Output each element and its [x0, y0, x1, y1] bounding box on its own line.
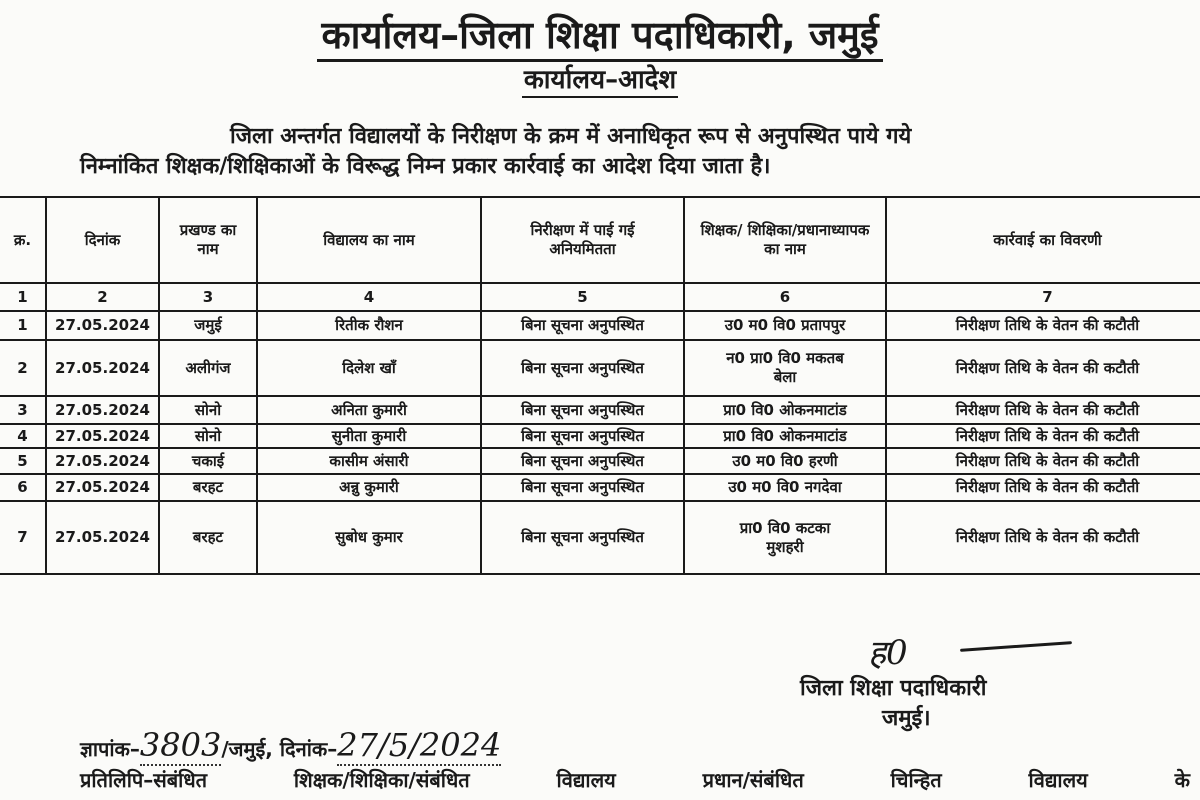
cell-sn: 7	[0, 501, 46, 574]
cell-name: दिलेश खाँ	[257, 340, 481, 396]
table-row	[0, 424, 1200, 448]
copy-word: प्रधान/संबंधित	[702, 768, 804, 792]
cell-irregularity: बिना सूचना अनुपस्थित	[481, 311, 684, 340]
cell-sn: 3	[0, 396, 46, 424]
column-header: दिनांक	[46, 197, 159, 283]
cell-date: 27.05.2024	[46, 424, 159, 448]
signatory-designation: जिला शिक्षा पदाधिकारी	[800, 676, 987, 701]
column-header: प्रखण्ड का नाम	[159, 197, 257, 283]
table-row	[0, 501, 1200, 574]
cell-sn: 1	[0, 311, 46, 340]
cell-date: 27.05.2024	[46, 474, 159, 501]
copy-word: चिन्हित	[890, 768, 942, 792]
column-number: 6	[684, 283, 886, 311]
cell-school: प्रा0 वि0 ओकनमाटांड	[684, 396, 886, 424]
intro-line-2: निम्नांकित शिक्षक/शिक्षिकाओं के विरूद्ध निम्न प्रकार कार्रवाई का आदेश दिया जाता है।	[80, 154, 771, 179]
cell-name: कासीम अंसारी	[257, 448, 481, 474]
cell-block: जमुई	[159, 311, 257, 340]
cell-irregularity: बिना सूचना अनुपस्थित	[481, 396, 684, 424]
cell-block: सोनो	[159, 424, 257, 448]
cell-date: 27.05.2024	[46, 340, 159, 396]
cell-irregularity: बिना सूचना अनुपस्थित	[481, 448, 684, 474]
order-title: कार्यालय–आदेश	[0, 60, 1200, 96]
signature-stroke	[960, 641, 1072, 652]
column-header: कार्रवाई का विवरणी	[886, 197, 1200, 283]
cell-irregularity: बिना सूचना अनुपस्थित	[481, 501, 684, 574]
cell-block: बरहट	[159, 474, 257, 501]
column-header: क्र.	[0, 197, 46, 283]
cell-school: न0 प्रा0 वि0 मकतब बेला	[684, 340, 886, 396]
intro-line-1: जिला अन्तर्गत विद्यालयों के निरीक्षण के क्रम में अनाधिकृत रूप से अनुपस्थित पाये गये	[230, 124, 912, 149]
signatory-place: जमुई।	[882, 706, 931, 731]
table-header-row	[0, 197, 1200, 283]
cell-sn: 4	[0, 424, 46, 448]
memo-number: 3803	[139, 726, 222, 764]
table-row	[0, 448, 1200, 474]
memo-prefix: ज्ञापांक–	[80, 737, 140, 761]
column-number: 5	[481, 283, 684, 311]
cell-irregularity: बिना सूचना अनुपस्थित	[481, 340, 684, 396]
memo-date: 27/5/2024	[337, 726, 502, 764]
cell-name: सुबोध कुमार	[257, 501, 481, 574]
signature-mark: ह0	[868, 633, 908, 673]
copy-word: विद्यालय	[556, 768, 616, 792]
office-title: कार्यालय–जिला शिक्षा पदाधिकारी, जमुई	[0, 8, 1200, 60]
column-header: शिक्षक/ शिक्षिका/प्रधानाध्यापक का नाम	[684, 197, 886, 283]
column-number: 4	[257, 283, 481, 311]
cell-action: निरीक्षण तिथि के वेतन की कटौती	[886, 311, 1200, 340]
cell-action: निरीक्षण तिथि के वेतन की कटौती	[886, 501, 1200, 574]
table-row	[0, 340, 1200, 396]
cell-date: 27.05.2024	[46, 448, 159, 474]
action-table	[0, 196, 1200, 575]
memo-line	[80, 726, 501, 764]
cell-action: निरीक्षण तिथि के वेतन की कटौती	[886, 474, 1200, 501]
column-header: विद्यालय का नाम	[257, 197, 481, 283]
cell-block: सोनो	[159, 396, 257, 424]
cell-action: निरीक्षण तिथि के वेतन की कटौती	[886, 448, 1200, 474]
cell-name: अनिता कुमारी	[257, 396, 481, 424]
copy-word: के	[1174, 768, 1190, 792]
table-row	[0, 474, 1200, 501]
cell-irregularity: बिना सूचना अनुपस्थित	[481, 474, 684, 501]
cell-school: प्रा0 वि0 ओकनमाटांड	[684, 424, 886, 448]
cell-name: सुनीता कुमारी	[257, 424, 481, 448]
cell-sn: 6	[0, 474, 46, 501]
table-row	[0, 396, 1200, 424]
column-header: निरीक्षण में पाई गई अनियमितता	[481, 197, 684, 283]
cell-date: 27.05.2024	[46, 311, 159, 340]
cell-school: प्रा0 वि0 कटका मुशहरी	[684, 501, 886, 574]
cell-block: अलीगंज	[159, 340, 257, 396]
copy-line	[80, 766, 1190, 793]
column-number: 7	[886, 283, 1200, 311]
cell-action: निरीक्षण तिथि के वेतन की कटौती	[886, 340, 1200, 396]
cell-irregularity: बिना सूचना अनुपस्थित	[481, 424, 684, 448]
memo-mid: /जमुई, दिनांक–	[221, 737, 338, 761]
cell-name: रितीक रौशन	[257, 311, 481, 340]
cell-date: 27.05.2024	[46, 396, 159, 424]
cell-block: बरहट	[159, 501, 257, 574]
copy-word: विद्यालय	[1028, 768, 1088, 792]
cell-school: उ0 म0 वि0 नगदेवा	[684, 474, 886, 501]
column-number: 2	[46, 283, 159, 311]
column-number: 1	[0, 283, 46, 311]
cell-name: अन्नु कुमारी	[257, 474, 481, 501]
cell-action: निरीक्षण तिथि के वेतन की कटौती	[886, 396, 1200, 424]
cell-date: 27.05.2024	[46, 501, 159, 574]
cell-school: उ0 म0 वि0 प्रतापपुर	[684, 311, 886, 340]
cell-sn: 5	[0, 448, 46, 474]
copy-word: प्रतिलिपि–संबंधित	[80, 768, 208, 792]
cell-action: निरीक्षण तिथि के वेतन की कटौती	[886, 424, 1200, 448]
column-number-row	[0, 283, 1200, 311]
cell-sn: 2	[0, 340, 46, 396]
copy-word: शिक्षक/शिक्षिका/संबंधित	[293, 768, 470, 792]
cell-school: उ0 म0 वि0 हरणी	[684, 448, 886, 474]
table-row	[0, 311, 1200, 340]
column-number: 3	[159, 283, 257, 311]
cell-block: चकाई	[159, 448, 257, 474]
